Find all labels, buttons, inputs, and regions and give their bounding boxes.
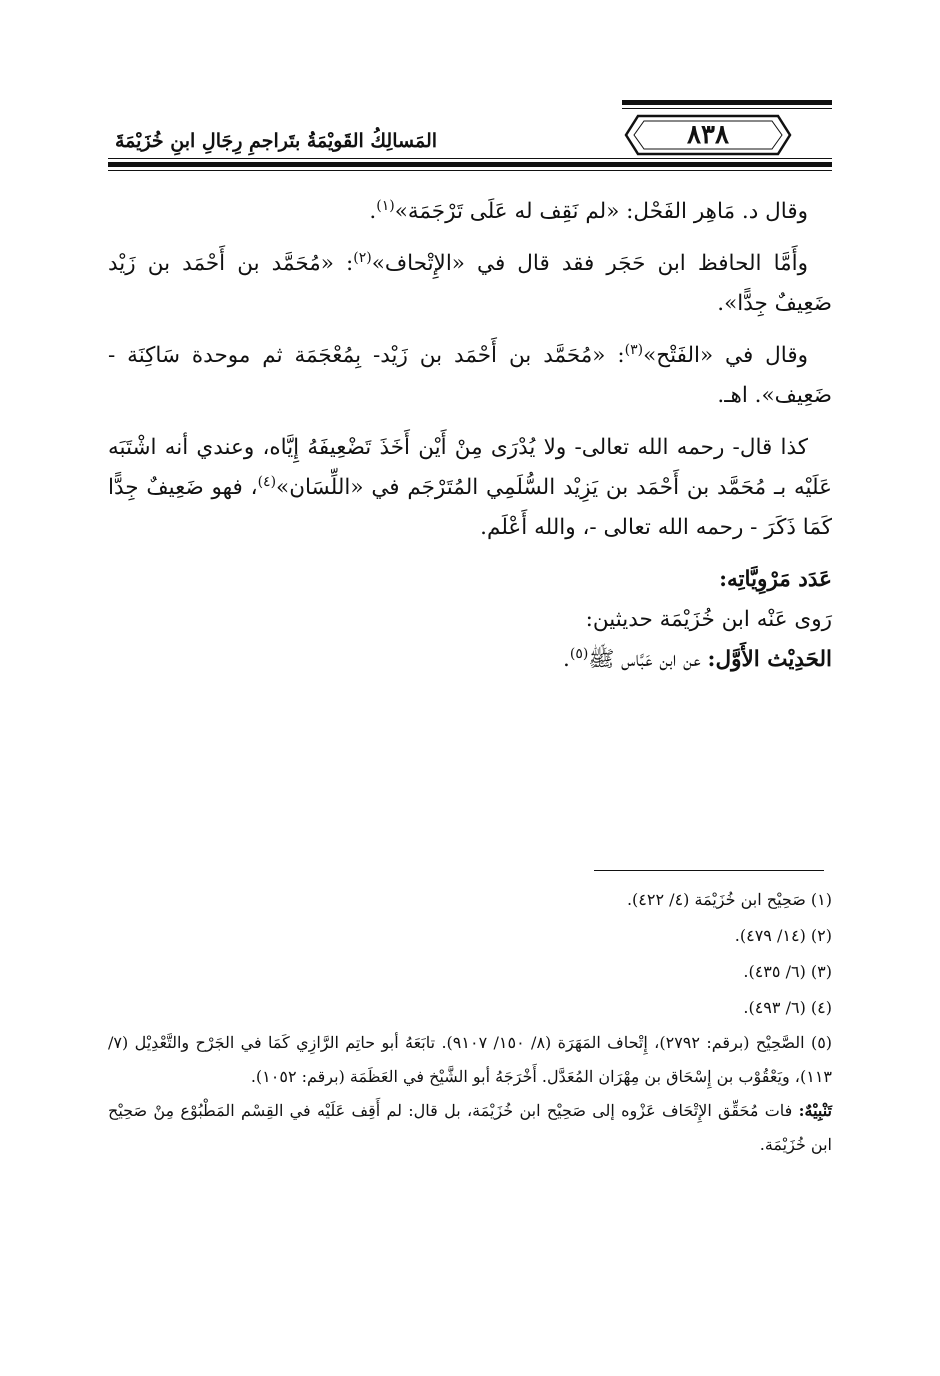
paragraph: رَوى عَنْه ابن خُزَيْمَة حديثين: [585, 607, 832, 632]
footnote-text: صَحِيْح ابن خُزَيْمَة (٤/ ٤٢٢). [626, 890, 806, 909]
paragraph-text: : «مُحَمَّد بن أَحْمَد بن زَيْد- بِمُعْجَمَة ثم موحدة سَاكِنَة - ضَعِيف». اهـ. [108, 343, 832, 408]
header-rule [108, 162, 832, 167]
paragraph [108, 244, 832, 324]
footnote-number: (٤) [810, 998, 832, 1017]
paragraph-text: وأَمَّا الحافظ ابن حَجَر فقد قال في «الإِتْحاف» [371, 251, 808, 276]
footnote-separator [594, 870, 824, 871]
footnote-number: (٣) [810, 962, 832, 981]
footnote [108, 882, 832, 918]
paragraph-text: عن ابن عَبَّاس ﷺ [588, 647, 708, 672]
paragraph-text: وقال د. مَاهِر الفَحْل: «لم نَقِف له عَلَى تَرْجَمَة» [394, 199, 808, 224]
header-rule [622, 100, 832, 105]
footnote-text: (٦/ ٤٣٥). [743, 962, 806, 981]
footnote-text: (٦/ ٤٩٣). [743, 998, 806, 1017]
paragraph-text: . [563, 647, 570, 672]
paragraph-text: كذا قال- رحمه الله تعالى- ولا يُدْرَى مِنْ أَيْن أَخَذَ تَضْعِيفَهُ إِيَّاه، وعندي أنه اشْتَبَه عَلَيْه بـ مُحَمَّد بن أَحْمَد بن يَزِيْد السُّلَمِي المُتَرْجَم في «اللِّسَان» [108, 435, 832, 500]
main-text [108, 192, 832, 680]
footnote [108, 1026, 832, 1094]
footnote-number: (١) [810, 890, 832, 909]
paragraph [108, 640, 832, 680]
paragraph-text: ، فهو ضَعِيفٌ جِدًّا كَمَا ذَكَرَ - رحمه الله تعالى -، والله أَعْلَم. [108, 475, 832, 540]
paragraph [108, 192, 832, 232]
page-number-badge [624, 114, 792, 156]
footnote [108, 918, 832, 954]
footnotes [108, 882, 832, 1162]
paragraph-text: وقال في «الفَتْح» [643, 343, 808, 368]
footnote [108, 954, 832, 990]
note-label: تَنْبِيْهٌ: [798, 1101, 832, 1120]
hadith-label: الحَدِيْث الأَوَّل: [707, 647, 832, 672]
paragraph-text: : «مُحَمَّد بن أَحْمَد بن زَيْد ضَعِيفٌ جِدًّا». [108, 251, 832, 316]
footnote-number: (٥) [810, 1033, 833, 1052]
page-number: ٨٣٨ [687, 120, 729, 150]
footnote-ref[interactable]: (١) [376, 197, 395, 214]
header-rule [622, 108, 832, 109]
footnote-text: (١٤/ ٤٧٩). [734, 926, 806, 945]
note-text: فات مُحَقِّق الإِتْحَاف عَزْوه إلى صَحِيْح ابن خُزَيْمَة، بل قال: لم أَقِف عَلَيْه في القِسْم المَطْبُوْع مِنْ صَحِيْح ابن خُزَيْمَة. [108, 1101, 832, 1154]
section-heading: عَدَد مَرْوِيَّاتِه: [719, 567, 832, 592]
footnote-ref[interactable]: (٥) [569, 645, 589, 662]
header-rule [108, 170, 832, 171]
footnote [108, 990, 832, 1026]
footnote-note [108, 1094, 832, 1162]
page-header [108, 96, 832, 176]
paragraph [108, 428, 832, 548]
footnote-text: الصَّحِيْح (برقم: ٢٧٩٢)، إِتْحاف المَهَرَة (٨/ ١٥٠/ ٩١٠٧). تابَعَهُ أبو حاتِم الرَّازِي كَمَا في الجَرْح والتَّعْدِيْل (٧/ ١١٣)، ويَعْقُوْب بن إِسْحَاق بن مِهْرَان المُعَدَّل. أَخْرَجَهُ أبو الشَّيْخ في العَظَمَة (برقم: ١٠٥٢). [108, 1033, 832, 1086]
header-rule [108, 158, 832, 159]
running-title: المَسالِكُ القَويْمَةُ بتَراجمِ رِجَالِ ابنِ خُزَيْمَةَ [114, 130, 438, 152]
paragraph-text: . [369, 199, 377, 224]
paragraph [108, 336, 832, 416]
footnote-ref[interactable]: (٣) [624, 341, 644, 358]
footnote-ref[interactable]: (٢) [353, 249, 372, 266]
footnote-ref[interactable]: (٤) [257, 473, 277, 490]
footnote-number: (٢) [810, 926, 832, 945]
